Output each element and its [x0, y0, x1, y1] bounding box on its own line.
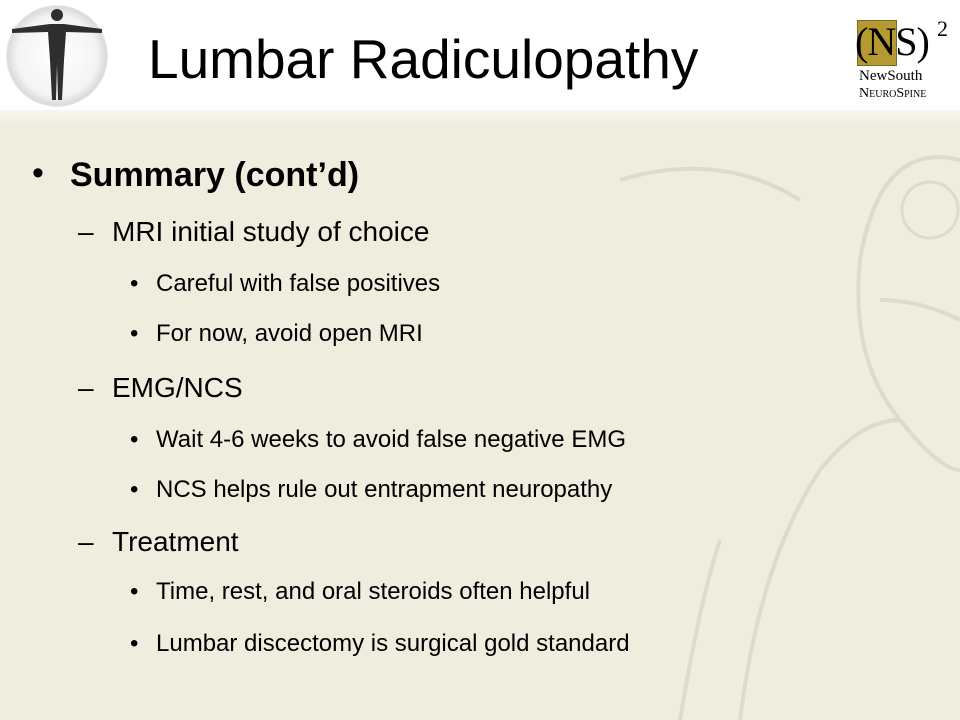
dash-marker: –	[78, 526, 94, 557]
logo-line-2: NeuroSpine	[859, 86, 927, 101]
list-item-text: Time, rest, and oral steroids often helpful	[156, 578, 590, 605]
bullet-dot: •	[130, 320, 139, 347]
header-divider	[0, 110, 960, 126]
logo-line-1: NewSouth	[859, 68, 923, 84]
human-figure-icon	[4, 2, 110, 110]
slide-title: Lumbar Radiculopathy	[148, 28, 699, 90]
list-item-text: Wait 4-6 weeks to avoid false negative EMG	[156, 426, 626, 453]
bullet-dot: •	[32, 154, 44, 192]
section-label: EMG/NCS	[112, 372, 243, 403]
bullet-dot: •	[130, 426, 139, 453]
list-item-text: Careful with false positives	[156, 270, 441, 297]
newsouth-neurospine-logo	[855, 18, 953, 106]
dash-marker: –	[78, 216, 94, 247]
list-item-text: For now, avoid open MRI	[156, 320, 423, 347]
bullet-dot: •	[130, 578, 139, 605]
bullet-dot: •	[130, 630, 139, 657]
section-label: Treatment	[112, 526, 239, 557]
bullet-dot: •	[130, 270, 139, 297]
list-item-text: NCS helps rule out entrapment neuropathy	[156, 476, 613, 503]
logo-superscript: 2	[937, 16, 948, 41]
section-label: MRI initial study of choice	[112, 216, 430, 247]
bullet-dot: •	[130, 476, 139, 503]
summary-heading: Summary (cont’d)	[70, 156, 360, 194]
list-item-text: Lumbar discectomy is surgical gold standard	[156, 630, 630, 657]
logo-mark: (NS)	[855, 19, 929, 64]
dash-marker: –	[78, 372, 94, 403]
